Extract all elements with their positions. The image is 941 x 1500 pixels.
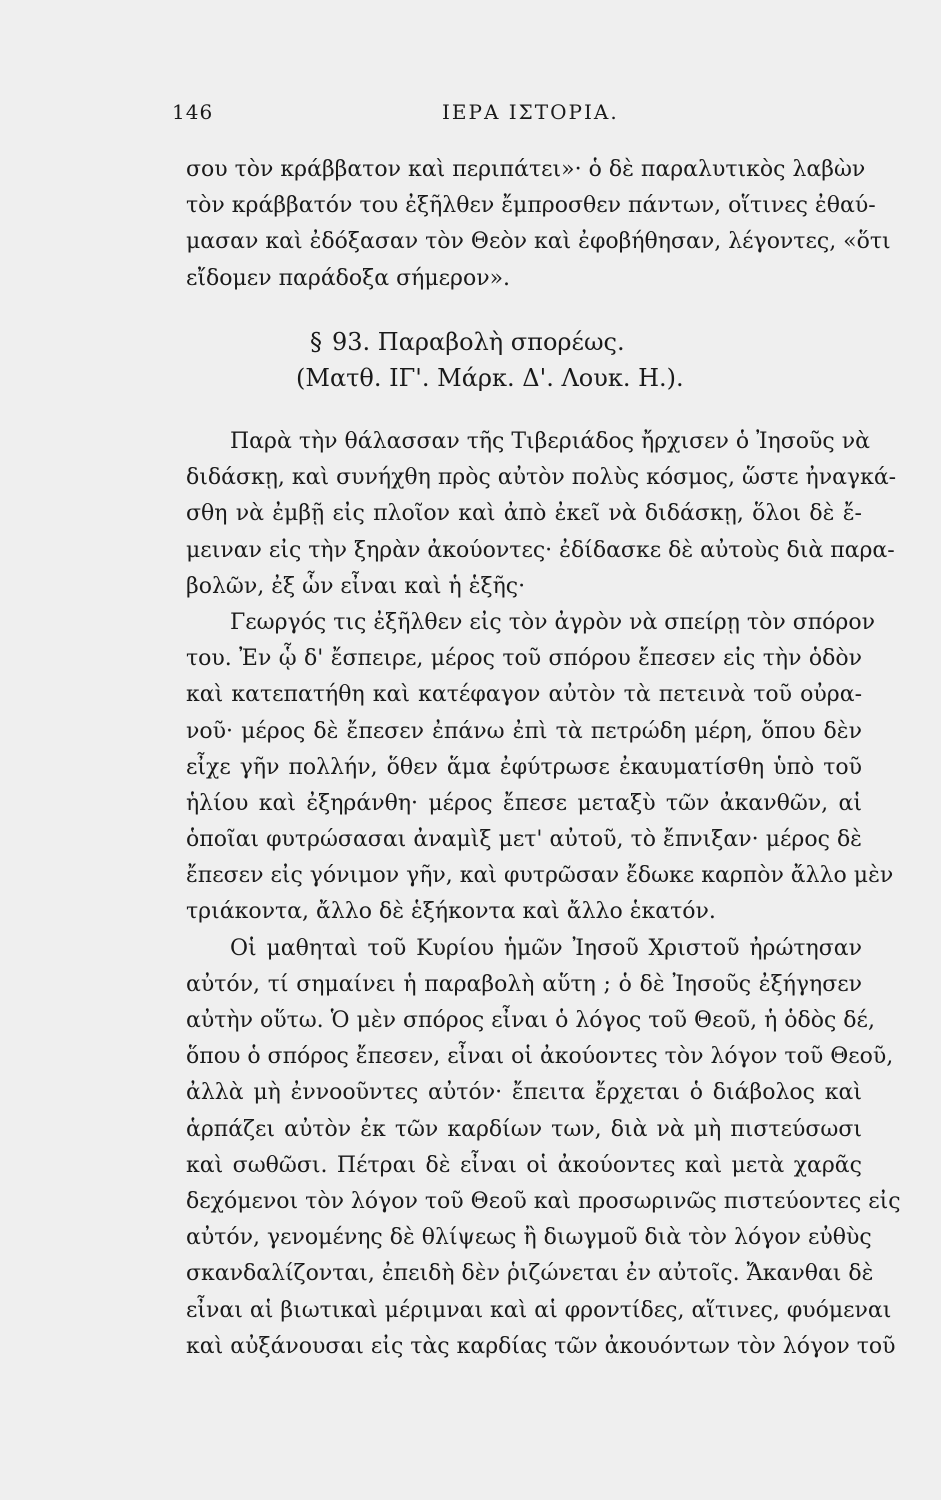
text-line: του. Ἐν ᾧ δ' ἔσπειρε, μέρος τοῦ σπόρου ἔπεσεν εἰς τὴν ὁδὸν [186, 646, 862, 672]
intro-paragraph [186, 152, 891, 297]
text-line: αὐτόν, τί σημαίνει ἡ παραβολὴ αὕτη ; ὁ δὲ Ἰησοῦς ἐξήγησεν [186, 971, 862, 997]
text-line: ἀλλὰ μὴ ἐννοοῦντες αὐτόν· ἔπειτα ἔρχεται ὁ διάβολος καὶ [186, 1080, 862, 1106]
running-title: ΙΕΡΑ ΙΣΤΟΡΙΑ. [442, 100, 619, 124]
text-line: Γεωργός τις ἐξῆλθεν εἰς τὸν ἀγρὸν νὰ σπείρῃ τὸν σπόρον [230, 609, 875, 635]
text-line: νοῦ· μέρος δὲ ἔπεσεν ἐπάνω ἐπὶ τὰ πετρώδη μέρη, ὅπου δὲν [186, 718, 862, 744]
section-title: 93. Παραβολὴ σπορέως. [332, 328, 625, 356]
text-line: μασαν καὶ ἐδόξασαν τὸν Θεὸν καὶ ἐφοβήθησαν, λέγοντες, «ὅτι [186, 229, 891, 255]
text-line: τριάκοντα, ἄλλο δὲ ἑξήκοντα καὶ ἄλλο ἑκατόν. [186, 899, 716, 925]
section-references: (Ματθ. ΙΓ'. Μάρκ. Δ'. Λουκ. Η.). [296, 364, 684, 392]
text-line: ἁρπάζει αὐτὸν ἐκ τῶν καρδίων των, διὰ νὰ μὴ πιστεύσωσι [186, 1116, 862, 1142]
text-line: εἶναι αἱ βιωτικαὶ μέριμναι καὶ αἱ φροντίδες, αἵτινες, φυόμεναι [186, 1297, 892, 1323]
section-mark: § [310, 328, 322, 356]
text-line: διδάσκῃ, καὶ συνήχθη πρὸς αὐτὸν πολὺς κόσμος, ὥστε ἠναγκά- [186, 465, 897, 491]
text-line: σθη νὰ ἐμβῇ εἰς πλοῖον καὶ ἀπὸ ἐκεῖ νὰ διδάσκῃ, ὅλοι δὲ ἔ- [186, 501, 862, 527]
text-line: μειναν εἰς τὴν ξηρὰν ἀκούοντες· ἐδίδασκε δὲ αὐτοὺς διὰ παρα- [186, 537, 895, 563]
page-number: 146 [172, 100, 214, 124]
text-line: ἔπεσεν εἰς γόνιμον γῆν, καὶ φυτρῶσαν ἔδωκε καρπὸν ἄλλο μὲν [186, 863, 894, 889]
text-line: εἴδομεν παράδοξα σήμερον». [186, 265, 511, 291]
text-line: καὶ σωθῶσι. Πέτραι δὲ εἶναι οἱ ἀκούοντες καὶ μετὰ χαρᾶς [186, 1152, 862, 1178]
running-head [172, 100, 862, 130]
text-line: ἡλίου καὶ ἐξηράνθη· μέρος ἔπεσε μεταξὺ τῶν ἀκανθῶν, αἱ [186, 790, 862, 816]
text-line: καὶ αὐξάνουσαι εἰς τὰς καρδίας τῶν ἀκουόντων τὸν λόγον τοῦ [186, 1333, 896, 1359]
text-line: σου τὸν κράββατον καὶ περιπάτει»· ὁ δὲ παραλυτικὸς λαβὼν [186, 157, 866, 182]
parable-text [186, 424, 901, 1365]
text-line: καὶ κατεπατήθη καὶ κατέφαγον αὐτὸν τὰ πετεινὰ τοῦ οὐρα- [186, 682, 862, 708]
text-line: δεχόμενοι τὸν λόγον τοῦ Θεοῦ καὶ προσωρινῶς πιστεύοντες εἰς [186, 1188, 901, 1214]
text-line: ὅπου ὁ σπόρος ἔπεσεν, εἶναι οἱ ἀκούοντες τὸν λόγον τοῦ Θεοῦ, [186, 1044, 894, 1070]
text-line: αὐτόν, γενομένης δὲ θλίψεως ἢ διωγμοῦ διὰ τὸν λόγον εὐθὺς [186, 1225, 872, 1251]
text-line: Οἱ μαθηταὶ τοῦ Κυρίου ἡμῶν Ἰησοῦ Χριστοῦ ἠρώτησαν [230, 935, 862, 961]
section-heading [310, 328, 625, 356]
text-line: εἶχε γῆν πολλήν, ὅθεν ἅμα ἐφύτρωσε ἐκαυματίσθη ὑπὸ τοῦ [186, 754, 862, 780]
text-line: τὸν κράββατόν του ἐξῆλθεν ἔμπροσθεν πάντων, οἵτινες ἐθαύ- [186, 193, 876, 219]
text-line: αὐτὴν οὕτω. Ὁ μὲν σπόρος εἶναι ὁ λόγος τοῦ Θεοῦ, ἡ ὁδὸς δέ, [186, 1008, 875, 1033]
text-line: ὁποῖαι φυτρώσασαι ἀναμὶξ μετ' αὐτοῦ, τὸ ἔπνιξαν· μέρος δὲ [186, 827, 862, 853]
text-line: Παρὰ τὴν θάλασσαν τῆς Τιβεριάδος ἤρχισεν ὁ Ἰησοῦς νὰ [230, 429, 870, 454]
text-line: σκανδαλίζονται, ἐπειδὴ δὲν ῥιζώνεται ἐν αὐτοῖς. Ἄκανθαι δὲ [186, 1261, 874, 1287]
text-line: βολῶν, ἐξ ὧν εἶναι καὶ ἡ ἑξῆς· [186, 573, 526, 599]
